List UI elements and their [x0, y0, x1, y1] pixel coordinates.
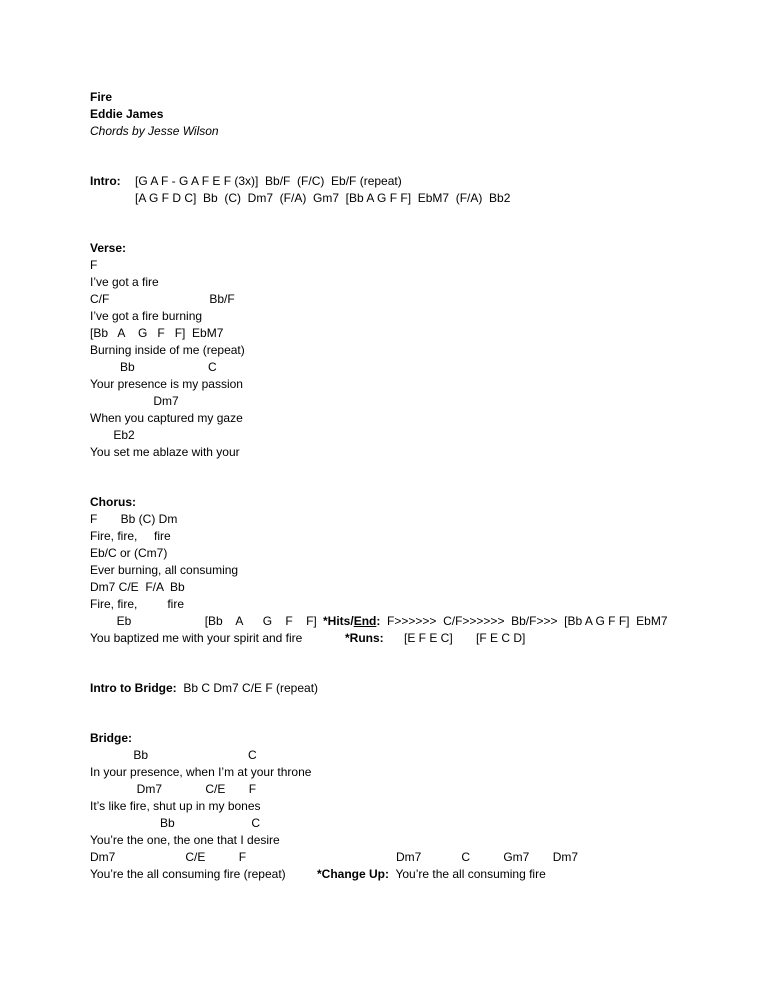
verse-line: [Bb A G F F] EbM7 — [90, 326, 224, 340]
intro-line-2: [A G F D C] Bb (C) Dm7 (F/A) Gm7 [Bb A G F F] EbM7 (F/A) Bb2 — [135, 191, 511, 205]
verse-line: I’ve got a fire — [90, 275, 159, 289]
intro-bridge — [90, 680, 318, 697]
chorus-line: Fire, fire, fire — [90, 529, 171, 543]
intro-line-1: [G A F - G A F E F (3x)] Bb/F (F/C) Eb/F (repeat) — [135, 174, 402, 188]
hits-label: Hits/ — [327, 614, 354, 628]
chorus-label: Chorus: — [90, 495, 136, 509]
bridge-line: Dm7 C/E F — [90, 782, 257, 796]
bridge-line: In your presence, when I’m at your throne — [90, 765, 312, 779]
hits-end-note — [323, 613, 668, 630]
verse-label: Verse: — [90, 241, 127, 255]
verse-line: Bb C — [90, 360, 217, 374]
verse-line: When you captured my gaze — [90, 411, 243, 425]
intro-bridge-value: Bb C Dm7 C/E F (repeat) — [176, 681, 319, 695]
chorus-line: Fire, fire, fire — [90, 597, 185, 611]
bridge-line: Bb C — [90, 816, 261, 830]
intro-label: Intro: — [90, 174, 121, 188]
verse-line: C/F Bb/F — [90, 292, 235, 306]
verse-line: I’ve got a fire burning — [90, 309, 203, 323]
change-up-label: *Change Up: — [317, 867, 389, 881]
artist-name: Eddie James — [90, 107, 164, 121]
hits-value: F>>>>>> C/F>>>>>> Bb/F>>> [Bb A G F F] EbM7 — [380, 614, 668, 628]
verse-line: Burning inside of me (repeat) — [90, 343, 245, 357]
runs-label: *Runs: — [345, 631, 384, 645]
verse-line: F — [90, 258, 98, 272]
chord-credit: Chords by Jesse Wilson — [90, 124, 219, 138]
bridge-chord-line: Dm7 C/E F — [90, 850, 247, 864]
chorus-line: Ever burning, all consuming — [90, 563, 239, 577]
verse-line: You set me ablaze with your — [90, 445, 240, 459]
chorus-line: Dm7 C/E F/A Bb — [90, 580, 185, 594]
change-up-value: You’re the all consuming fire — [389, 867, 546, 881]
verse-line: Eb2 — [90, 428, 135, 442]
verse-line: Your presence is my passion — [90, 377, 243, 391]
chorus-line: F Bb (C) Dm — [90, 512, 178, 526]
bridge-chord-line-right: Dm7 C Gm7 Dm7 — [396, 850, 579, 864]
hits-prefix: * — [323, 614, 328, 628]
hits-colon: : — [376, 614, 381, 628]
chorus-lyric-line: You baptized me with your spirit and fire — [90, 631, 303, 645]
song-title: Fire — [90, 90, 113, 104]
end-label: End — [353, 614, 377, 628]
bridge-line: Bb C — [90, 748, 257, 762]
verse-line: Dm7 — [90, 394, 179, 408]
bridge-line: It’s like fire, shut up in my bones — [90, 799, 261, 813]
bridge-label: Bridge: — [90, 731, 132, 745]
change-up — [317, 866, 546, 883]
bridge-line: You’re the one, the one that I desire — [90, 833, 280, 847]
bridge-lyric-line: You’re the all consuming fire (repeat) — [90, 867, 286, 881]
chorus-line: Eb/C or (Cm7) — [90, 546, 168, 560]
chorus-chord-line: Eb [Bb A G F F] — [90, 614, 317, 628]
runs-value: [E F E C] [F E C D] — [404, 631, 526, 645]
intro-bridge-label: Intro to Bridge: — [90, 681, 177, 695]
